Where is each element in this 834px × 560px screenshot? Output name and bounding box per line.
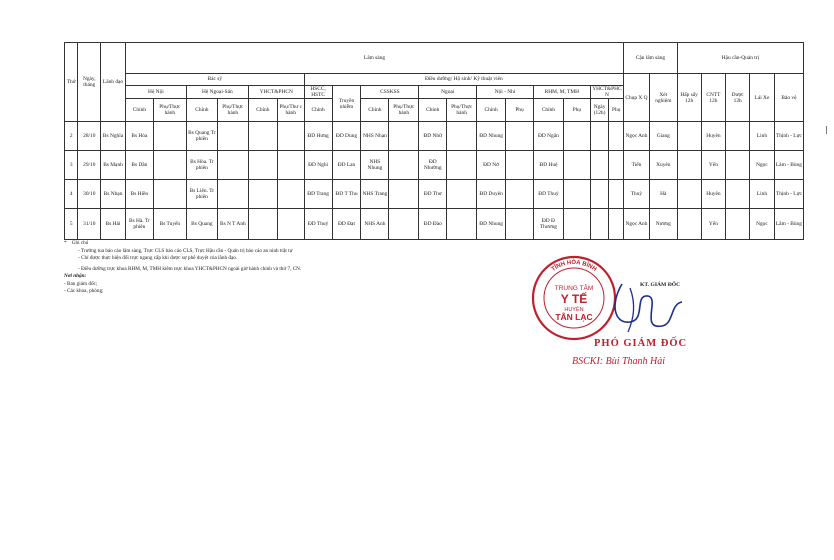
cell-baove: Thịnh - Lực xyxy=(774,180,803,209)
sub-phu-thu-c-hanh: Phụ/Thư c hành xyxy=(277,99,304,122)
cell-laixe: Ngọc xyxy=(750,209,775,240)
cell-noi-phu xyxy=(153,122,186,151)
header-hscc: HSCC, HSTC xyxy=(304,86,332,99)
cell-yhct-chinh xyxy=(248,122,277,151)
sub-phu-thuc-hanh: Phụ/Thực hành xyxy=(447,99,477,122)
stamp-mid-text: Y TẾ xyxy=(560,292,588,306)
cell-lanh-dao: Bs Nghĩa xyxy=(101,122,126,151)
cell-rhm-chinh: ĐD Thuỷ xyxy=(533,180,563,209)
cell-xq: Thuỳ xyxy=(624,180,650,209)
signer-name: BSCKI: Bùi Thanh Hải xyxy=(572,356,666,367)
cell-cntt: Huyên xyxy=(701,122,726,151)
cell-truyen: ĐD Dung xyxy=(332,122,361,151)
cell-csskss-phu xyxy=(389,180,419,209)
duty-roster-table xyxy=(64,42,804,240)
cell-rhm-phu xyxy=(563,180,590,209)
ghi-chu-label: Ghi chú xyxy=(71,240,89,246)
sub-phu: Phụ xyxy=(563,99,590,122)
cell-ngoai-dd-chinh: ĐD Nhường xyxy=(419,151,447,180)
cell-ngoai-dd-phu xyxy=(447,209,477,240)
cell-yhct-dd-phu xyxy=(609,151,624,180)
cell-noinhi-chinh: ĐD Nhung xyxy=(477,122,506,151)
cell-hscc: ĐD Trang xyxy=(304,180,332,209)
cell-xn: Nương xyxy=(649,209,677,240)
header-chup-xq: Chụp X Q xyxy=(624,74,650,122)
cell-csskss-chinh: NHS Nhung xyxy=(361,151,389,180)
cell-csskss-chinh: NHS Anh xyxy=(361,209,389,240)
note-line-3: - Điều dưỡng trực khoa RHM, M, TMH kiêm trực khoa YHCT&PHCN ngoài giờ hành chính và thứ 7, CN. xyxy=(78,265,302,272)
edge-mark xyxy=(826,126,827,134)
cell-yhct-dd-phu xyxy=(609,180,624,209)
cell-yhct-dd-phu xyxy=(609,122,624,151)
cell-rhm-chinh: ĐD Ngân xyxy=(533,122,563,151)
cell-csskss-chinh: NHS Nhạn xyxy=(361,122,389,151)
header-yhct-bs: YHCT&PHCN xyxy=(248,86,304,99)
cell-rhm-chinh: ĐD Huệ xyxy=(533,151,563,180)
cell-yhct-ngay xyxy=(590,151,609,180)
cell-noi-phu xyxy=(153,151,186,180)
cell-ngay: 28/10 xyxy=(78,122,101,151)
cell-ngay: 29/10 xyxy=(78,151,101,180)
cell-xn: Hà xyxy=(649,180,677,209)
cell-lanh-dao: Bs Nhạn xyxy=(101,180,126,209)
cell-xq: Ngọc Anh xyxy=(624,209,650,240)
noi-nhan-label: Nơi nhận: xyxy=(64,273,87,280)
cell-ngoai-chinh: Bs Liên. Tr phiên xyxy=(186,180,217,209)
stamp-arc-path-text: TỈNH HÒA BÌNH xyxy=(550,259,598,273)
cell-csskss-phu xyxy=(389,122,419,151)
cell-yhct-phu xyxy=(277,209,304,240)
cell-rhm-phu xyxy=(563,151,590,180)
cell-noinhi-chinh: ĐD Nở xyxy=(477,151,506,180)
cell-noi-chinh: Bs Dần xyxy=(125,151,153,180)
cell-csskss-chinh: NHS Trang xyxy=(361,180,389,209)
header-noi-nhi: Nội - Nhi xyxy=(477,86,534,99)
cell-csskss-phu xyxy=(389,151,419,180)
handwritten-signature xyxy=(600,274,690,344)
cell-truyen: ĐD Đạt xyxy=(332,209,361,240)
cell-noi-chinh: Bs Hiền xyxy=(125,180,153,209)
cell-laixe: Linh xyxy=(750,180,775,209)
cell-ngoai-chinh: Bs Hòa. Tr phiên xyxy=(186,151,217,180)
header-ngoai: Ngoại xyxy=(419,86,477,99)
cell-noinhi-phu xyxy=(506,122,534,151)
signature-block xyxy=(560,270,790,380)
cell-truyen: ĐD T Thu xyxy=(332,180,361,209)
stamp-top-text: TRUNG TÂM xyxy=(554,285,594,292)
cell-yhct-phu xyxy=(277,122,304,151)
cell-laixe: Ngọc xyxy=(750,151,775,180)
cell-xq: Tiến xyxy=(624,151,650,180)
ghi-chu-marker: * xyxy=(64,240,67,246)
header-bao-ve: Bảo vệ xyxy=(774,74,803,122)
cell-laixe: Linh xyxy=(750,122,775,151)
cell-yhct-phu xyxy=(277,180,304,209)
cell-cntt: Yến xyxy=(701,151,726,180)
header-truyen-nhiem: Truyền nhiễm xyxy=(332,86,361,122)
cell-ngoai-phu xyxy=(217,180,248,209)
cell-xn: Xuyên xyxy=(649,151,677,180)
cell-ngay: 31/10 xyxy=(78,209,101,240)
cell-baove: Lâm - Bùng xyxy=(774,209,803,240)
cell-ngoai-chinh: Bs Quang xyxy=(186,209,217,240)
cell-hap xyxy=(677,180,701,209)
cell-ngoai-dd-chinh: ĐD Nhữ xyxy=(419,122,447,151)
cell-rhm-phu xyxy=(563,209,590,240)
header-dieu-duong: Điều dưỡng/ Hộ sinh/ Kỹ thuật viên xyxy=(304,74,623,86)
cell-yhct-dd-phu xyxy=(609,209,624,240)
cell-rhm-chinh: ĐD Đ Thương xyxy=(533,209,563,240)
cell-baove: Lâm - Bùng xyxy=(774,151,803,180)
cell-hscc: ĐD Thuỷ xyxy=(304,209,332,240)
cell-thu: 3 xyxy=(65,151,78,180)
cell-xn: Giang xyxy=(649,122,677,151)
sub-phu-thuc-hanh: Phụ/Thực hành xyxy=(389,99,419,122)
cell-ngoai-dd-chinh: ĐD Đào xyxy=(419,209,447,240)
table-row xyxy=(65,180,804,209)
cell-yhct-chinh xyxy=(248,151,277,180)
cell-hscc: ĐD Hưng xyxy=(304,122,332,151)
cell-noi-chinh: Bs Hòa xyxy=(125,122,153,151)
cell-lanh-dao: Bs Hải xyxy=(101,209,126,240)
header-lanh-dao: Lãnh đạo xyxy=(101,43,126,122)
cell-ngoai-chinh: Bs Quang Tr phiên xyxy=(186,122,217,151)
cell-noi-phu: Bs Tuyến xyxy=(153,209,186,240)
cell-lanh-dao: Bs Mạnh xyxy=(101,151,126,180)
cell-yhct-phu xyxy=(277,151,304,180)
sub-chinh: Chính xyxy=(361,99,389,122)
header-bac-sy: Bác sỹ xyxy=(125,74,304,86)
header-ngay: Ngày, tháng xyxy=(78,43,101,122)
cell-duoc xyxy=(726,151,750,180)
cell-baove: Thịnh - Lực xyxy=(774,122,803,151)
table-row xyxy=(65,122,804,151)
cell-truyen: ĐD Lan xyxy=(332,151,361,180)
header-duoc: Dược 12h xyxy=(726,74,750,122)
header-lai-xe: Lái Xe xyxy=(750,74,775,122)
sub-chinh: Chính xyxy=(533,99,563,122)
header-rhm: RHM, M, TMH xyxy=(533,86,590,99)
cell-noinhi-phu xyxy=(506,151,534,180)
cell-thu: 2 xyxy=(65,122,78,151)
header-hap-say: Hấp sấy 12h xyxy=(677,74,701,122)
cell-hap xyxy=(677,209,701,240)
cell-hap xyxy=(677,122,701,151)
kt-giam-doc: KT. GIÁM ĐỐC xyxy=(640,282,681,288)
header-he-noi: Hệ Nội xyxy=(125,86,186,99)
cell-cntt: Huyên xyxy=(701,180,726,209)
cell-thu: 4 xyxy=(65,180,78,209)
cell-rhm-phu xyxy=(563,122,590,151)
note-line-1: - Trưởng tua báo cáo lâm sàng, Trực CLS báo cáo CLS, Trực Hậu cần - Quản trị báo cáo an ninh trật tự xyxy=(78,247,293,254)
sub-phu-thuc-hanh: Phụ/Thực hành xyxy=(153,99,186,122)
stamp-sub-text: HUYỆN xyxy=(564,307,584,313)
cell-noi-phu xyxy=(153,180,186,209)
cell-duoc xyxy=(726,209,750,240)
header-yhct-dd: YHCT&PHC N xyxy=(592,86,622,99)
cell-noi-chinh: Bs Hà. Tr phiên xyxy=(125,209,153,240)
header-cntt: CNTT 12h xyxy=(701,74,726,122)
cell-duoc xyxy=(726,122,750,151)
cell-ngoai-dd-phu xyxy=(447,180,477,209)
cell-yhct-ngay xyxy=(590,180,609,209)
cell-ngoai-phu: Bs N T Anh xyxy=(217,209,248,240)
sub-phu: Phụ xyxy=(609,99,624,122)
cell-ngoai-dd-chinh: ĐD Thư xyxy=(419,180,447,209)
header-can-lam-sang: Cận lâm sàng xyxy=(624,43,678,74)
sub-phu-thuc-hanh: Phụ/Thực hành xyxy=(217,99,248,122)
noi-nhan-2: - Các khoa, phòng; xyxy=(64,288,104,295)
sub-chinh: Chính xyxy=(125,99,153,122)
header-hau-can: Hậu cần-Quản trị xyxy=(677,43,803,74)
cell-ngay: 30/10 xyxy=(78,180,101,209)
table-row xyxy=(65,209,804,240)
header-he-ngoai-san: Hệ Ngoại-Sản xyxy=(186,86,248,99)
header-lam-sang: Lâm sàng xyxy=(125,43,623,74)
cell-hap xyxy=(677,151,701,180)
stamp-bottom-text: TÂN LẠC xyxy=(555,312,593,322)
cell-yhct-chinh xyxy=(248,209,277,240)
header-thu: Thứ xyxy=(65,43,78,122)
cell-ngoai-phu xyxy=(217,151,248,180)
noi-nhan-1: - Ban giám đốc; xyxy=(64,280,98,287)
sub-ngay-12h: Ngày (12h) xyxy=(590,99,609,122)
cell-ngoai-dd-phu xyxy=(447,151,477,180)
sub-chinh: Chính xyxy=(186,99,217,122)
note-line-2: - Chỉ được thực hiện đổi trực ngang cấp khi được sự phê duyệt của lãnh đạo. xyxy=(78,255,238,262)
cell-ngoai-dd-phu xyxy=(447,122,477,151)
cell-thu: 5 xyxy=(65,209,78,240)
cell-duoc xyxy=(726,180,750,209)
cell-yhct-ngay xyxy=(590,209,609,240)
header-csskss: CSSKSS xyxy=(361,86,419,99)
sub-chinh: Chính xyxy=(248,99,277,122)
notes-block xyxy=(64,240,504,296)
signer-title: PHÓ GIÁM ĐỐC xyxy=(594,338,688,349)
header-xet-nghiem: Xét nghiệm xyxy=(649,74,677,122)
sub-chinh: Chính xyxy=(419,99,447,122)
cell-yhct-chinh xyxy=(248,180,277,209)
table-row xyxy=(65,151,804,180)
cell-csskss-phu xyxy=(389,209,419,240)
cell-noinhi-phu xyxy=(506,209,534,240)
sub-chinh: Chính xyxy=(304,99,332,122)
cell-noinhi-phu xyxy=(506,180,534,209)
cell-xq: Ngọc Anh xyxy=(624,122,650,151)
cell-cntt: Yến xyxy=(701,209,726,240)
sub-phu: Phụ xyxy=(506,99,534,122)
cell-noinhi-chinh: ĐD Nhung xyxy=(477,209,506,240)
cell-ngoai-phu xyxy=(217,122,248,151)
cell-noinhi-chinh: ĐD Duyên xyxy=(477,180,506,209)
cell-yhct-ngay xyxy=(590,122,609,151)
sub-chinh: Chính xyxy=(477,99,506,122)
cell-hscc: ĐD Nghi xyxy=(304,151,332,180)
